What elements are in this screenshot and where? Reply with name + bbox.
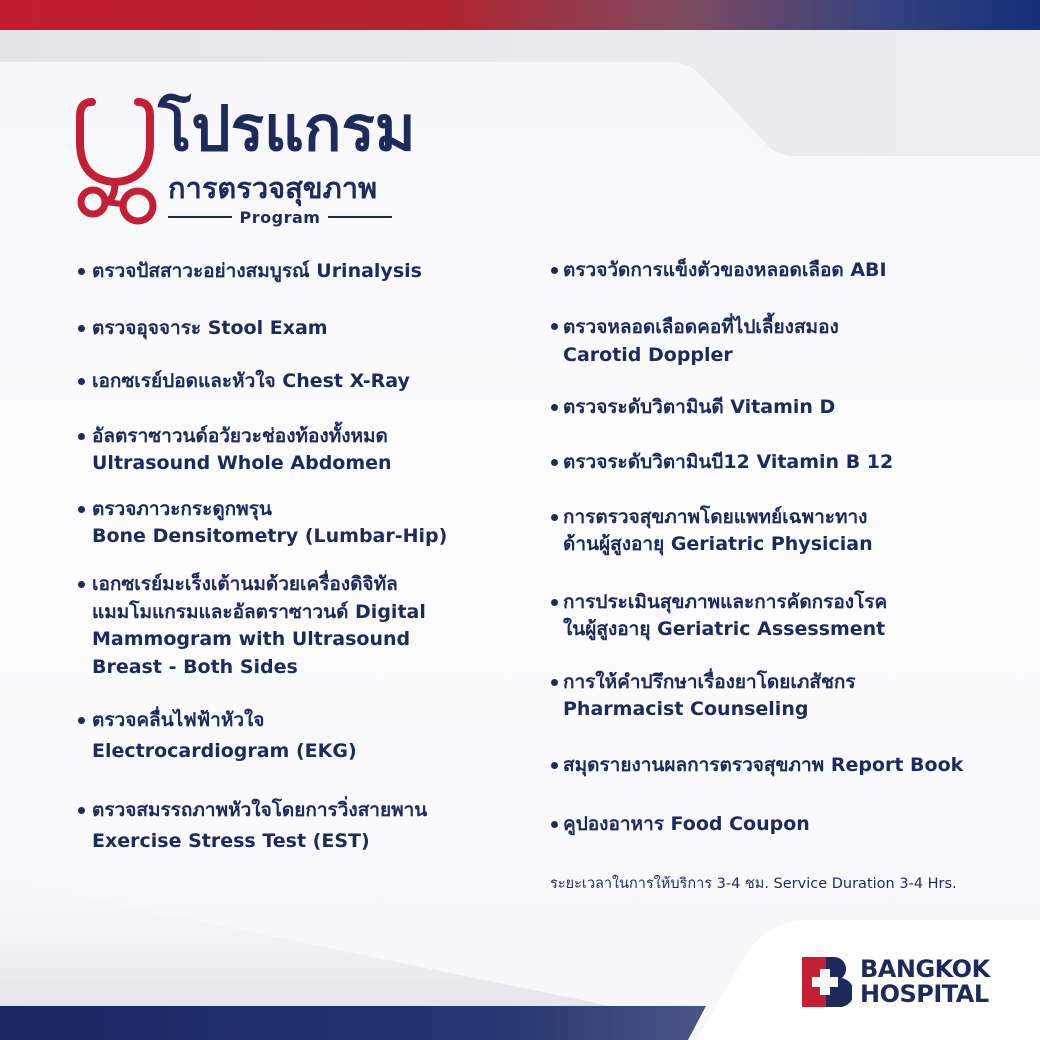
program-item-line: การประเมินสุขภาพและการคัดกรองโรค bbox=[563, 591, 888, 613]
program-item-line: คูปองอาหาร Food Coupon bbox=[563, 813, 810, 835]
program-item-line: อัลตราซาวนด์อวัยวะช่องท้องทั้งหมด bbox=[92, 425, 388, 447]
bullet-dot-icon bbox=[78, 378, 85, 385]
divider-line bbox=[328, 216, 392, 218]
program-item-line: Mammogram with Ultrasound bbox=[92, 628, 411, 651]
program-item-line: แมมโมแกรมและอัลตราซาวนด์ Digital bbox=[92, 600, 426, 623]
brand-name-line2: HOSPITAL bbox=[860, 980, 989, 1008]
bullet-dot-icon bbox=[551, 267, 558, 274]
program-item bbox=[563, 449, 1013, 476]
bullet-dot-icon bbox=[551, 821, 558, 828]
program-item-line: ในผู้สูงอายุ Geriatric Assessment bbox=[563, 618, 886, 640]
bullet-dot-icon bbox=[551, 323, 558, 330]
brand-logo bbox=[802, 957, 990, 1007]
bullet-dot-icon bbox=[78, 506, 85, 513]
program-item-line: เอกซเรย์มะเร็งเต้านมด้วยเครื่องดิจิทัล bbox=[92, 573, 398, 595]
program-item bbox=[92, 368, 517, 395]
program-item-line: Bone Densitometry (Lumbar-Hip) bbox=[92, 525, 448, 547]
program-english-label: Program bbox=[239, 207, 321, 227]
bullet-dot-icon bbox=[551, 459, 558, 466]
brand-wordmark bbox=[860, 957, 990, 1007]
program-subtitle: การตรวจสุขภาพ bbox=[168, 171, 378, 205]
program-item-line: การให้คำปรึกษาเรื่องยาโดยเภสัชกร bbox=[563, 671, 856, 693]
program-item-line: การตรวจสุขภาพโดยแพทย์เฉพาะทาง bbox=[563, 506, 868, 528]
program-item-line: Exercise Stress Test (EST) bbox=[92, 830, 370, 852]
brand-name-line1: BANGKOK bbox=[860, 955, 990, 983]
bullet-dot-icon bbox=[551, 679, 558, 686]
program-item-line: ตรวจระดับวิตามินบี12 Vitamin B 12 bbox=[563, 451, 894, 473]
program-item bbox=[563, 669, 1013, 723]
program-item-line: Breast - Both Sides bbox=[92, 656, 298, 679]
program-item bbox=[92, 258, 517, 285]
program-item bbox=[92, 496, 517, 550]
program-item-line: ตรวจสมรรถภาพหัวใจโดยการวิ่งสายพาน bbox=[92, 799, 428, 821]
program-english-label-row bbox=[168, 206, 392, 228]
program-item-line: ตรวจปัสสาวะอย่างสมบูรณ์ Urinalysis bbox=[92, 260, 422, 282]
program-item bbox=[563, 811, 1013, 838]
program-item-line: สมุดรายงานผลการตรวจสุขภาพ Report Book bbox=[563, 754, 964, 776]
bullet-dot-icon bbox=[78, 807, 85, 814]
program-item bbox=[563, 257, 1013, 284]
program-item-line: ตรวจหลอดเลือดคอที่ไปเลี้ยงสมอง bbox=[563, 316, 839, 338]
program-item-line: เอกซเรย์ปอดและหัวใจ Chest X-Ray bbox=[92, 370, 410, 392]
bullet-dot-icon bbox=[551, 404, 558, 411]
program-item bbox=[563, 313, 1013, 369]
bullet-dot-icon bbox=[551, 599, 558, 606]
stethoscope-icon bbox=[72, 96, 164, 228]
program-item bbox=[92, 423, 517, 477]
program-item bbox=[563, 504, 1013, 558]
program-item-line: Carotid Doppler bbox=[563, 344, 733, 366]
program-item-line: ตรวจภาวะกระดูกพรุน bbox=[92, 498, 272, 520]
program-item-line: ตรวจระดับวิตามินดี Vitamin D bbox=[563, 396, 836, 418]
bullet-dot-icon bbox=[78, 581, 85, 588]
program-item-line: ตรวจอุจจาระ Stool Exam bbox=[92, 317, 328, 339]
divider-line bbox=[168, 216, 232, 218]
program-item bbox=[563, 589, 1013, 643]
program-item-line: ตรวจวัดการแข็งตัวของหลอดเลือด ABI bbox=[563, 259, 887, 281]
program-item-line: Ultrasound Whole Abdomen bbox=[92, 452, 392, 474]
bullet-dot-icon bbox=[78, 325, 85, 332]
bullet-dot-icon bbox=[78, 433, 85, 440]
program-item bbox=[563, 752, 1013, 779]
program-item-line: ตรวจคลื่นไฟฟ้าหัวใจ bbox=[92, 709, 265, 731]
program-item bbox=[563, 394, 1013, 421]
program-item bbox=[92, 795, 517, 857]
program-item-line: Electrocardiogram (EKG) bbox=[92, 740, 357, 762]
program-item bbox=[92, 571, 517, 682]
program-item bbox=[92, 315, 517, 342]
top-gradient-bar bbox=[0, 0, 1040, 30]
program-item-line: Pharmacist Counseling bbox=[563, 698, 809, 720]
program-title: โปรแกรม bbox=[158, 92, 416, 165]
bangkok-hospital-logo-icon bbox=[802, 957, 852, 1007]
bullet-dot-icon bbox=[78, 717, 85, 724]
program-item-line: ด้านผู้สูงอายุ Geriatric Physician bbox=[563, 533, 873, 555]
bullet-dot-icon bbox=[551, 514, 558, 521]
program-item bbox=[92, 705, 517, 767]
service-duration-note: ระยะเวลาในการให้บริการ 3-4 ชม. Service Duration 3-4 Hrs. bbox=[550, 876, 957, 892]
bullet-dot-icon bbox=[551, 762, 558, 769]
bullet-dot-icon bbox=[78, 268, 85, 275]
